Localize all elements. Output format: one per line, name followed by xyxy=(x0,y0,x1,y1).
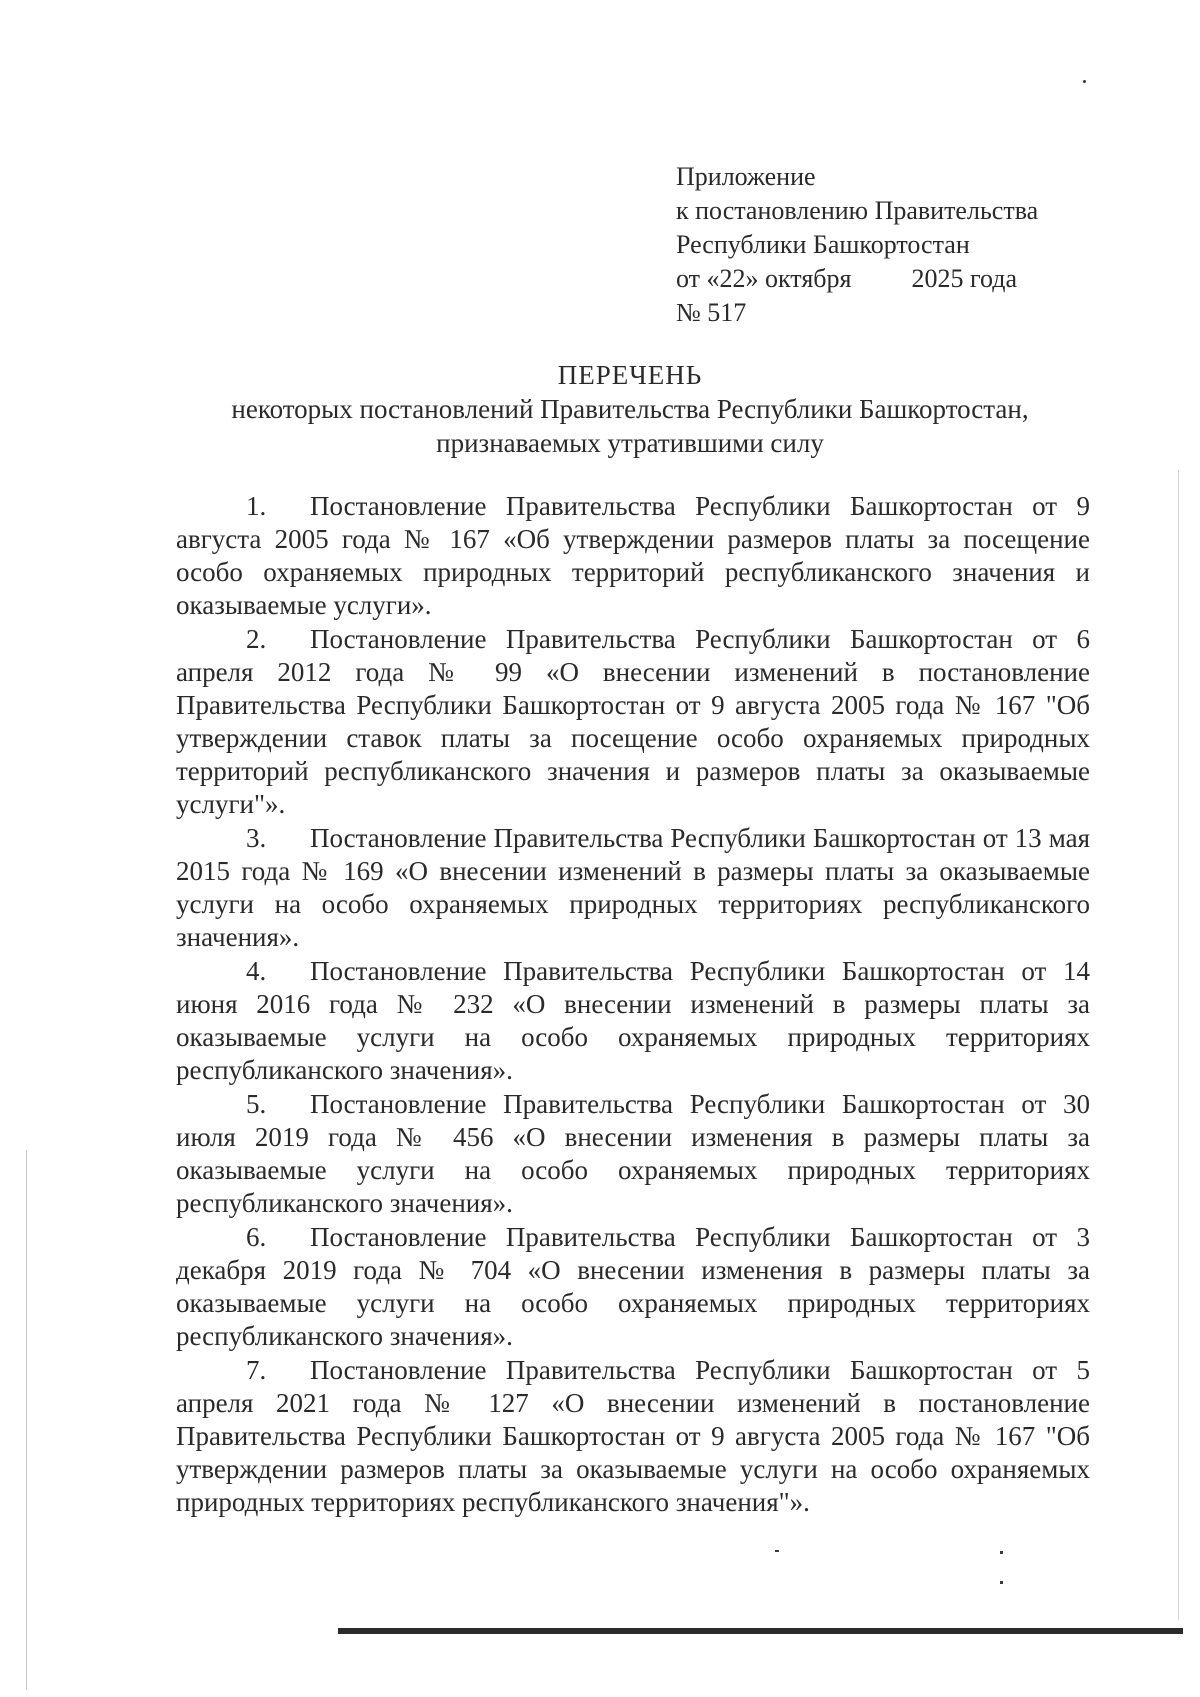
scan-speck xyxy=(1000,1551,1003,1554)
scan-speck xyxy=(1083,80,1086,83)
item-text: Постановление Правительства Республики Башкортостан от 14 июня 2016 года № 232 «О внесении изменений в размеры платы за оказываемые услуги на особо охраняемых природных территориях республиканского значения». xyxy=(176,956,1090,1085)
scan-left-edge-line xyxy=(26,1150,27,1690)
appendix-label: Приложение xyxy=(676,162,816,191)
appendix-republic: Республики Башкортостан xyxy=(676,230,970,259)
item-text: Постановление Правительства Республики Башкортостан от 6 апреля 2012 года № 99 «О внесении изменений в постановление Правительства Республики Башкортостан от 9 августа 2005 года № 167 "Об утверждении ставок платы за посещение особо охраняемых природных территорий республиканского значения и размеров платы за оказываемые услуги"». xyxy=(176,624,1090,819)
list-item xyxy=(176,955,1090,1087)
document-title xyxy=(150,358,1110,460)
item-text: Постановление Правительства Республики Башкортостан от 9 августа 2005 года № 167 «Об утверждении размеров платы за посещение особо охраняемых природных территорий республиканского значения и оказываемые услуги». xyxy=(176,491,1090,620)
title-main: ПЕРЕЧЕНЬ xyxy=(557,360,703,390)
item-text: Постановление Правительства Республики Башкортостан от 5 апреля 2021 года № 127 «О внесении изменений в постановление Правительства Республики Башкортостан от 9 августа 2005 года № 167 "Об утверждении размеров платы за оказываемые услуги на особо охраняемых природных территориях республиканского значения"». xyxy=(176,1355,1090,1517)
list-item xyxy=(176,490,1090,622)
scan-speck xyxy=(775,1550,779,1552)
scan-speck xyxy=(1000,1581,1003,1584)
item-number: 2. xyxy=(246,624,267,654)
list-item xyxy=(176,822,1090,954)
appendix-date xyxy=(676,262,1146,296)
appendix-number: № 517 xyxy=(676,298,747,327)
item-number: 4. xyxy=(246,956,267,986)
appendix-date-year: 2025 года xyxy=(911,264,1018,293)
item-text: Постановление Правительства Республики Башкортостан от 3 декабря 2019 года № 704 «О внесении изменения в размеры платы за оказываемые услуги на особо охраняемых природных территориях республиканского значения». xyxy=(176,1222,1090,1351)
list-item xyxy=(176,1354,1090,1519)
list-item xyxy=(176,623,1090,821)
item-text: Постановление Правительства Республики Башкортостан от 30 июля 2019 года № 456 «О внесении изменения в размеры платы за оказываемые услуги на особо охраняемых природных территориях республиканского значения». xyxy=(176,1089,1090,1218)
scan-bottom-bar xyxy=(338,1628,1183,1634)
item-number: 5. xyxy=(246,1089,267,1119)
resolutions-list xyxy=(176,490,1090,1520)
item-text: Постановление Правительства Республики Башкортостан от 13 мая 2015 года № 169 «О внесении изменений в размеры платы за оказываемые услуги на особо охраняемых природных территориях республиканского значения». xyxy=(176,823,1090,952)
title-subtitle-line2: признаваемых утратившими силу xyxy=(436,428,824,458)
appendix-date-day-month: от «22» октября xyxy=(676,264,852,293)
list-item xyxy=(176,1088,1090,1220)
appendix-header xyxy=(676,160,1146,330)
title-subtitle-line1: некоторых постановлений Правительства Республики Башкортостан, xyxy=(231,394,1029,424)
item-number: 6. xyxy=(246,1222,267,1252)
item-number: 7. xyxy=(246,1355,267,1385)
scan-right-edge-line xyxy=(1178,470,1179,1620)
item-number: 3. xyxy=(246,823,267,853)
item-number: 1. xyxy=(246,491,267,521)
appendix-resolution-ref: к постановлению Правительства xyxy=(676,196,1039,225)
list-item xyxy=(176,1221,1090,1353)
